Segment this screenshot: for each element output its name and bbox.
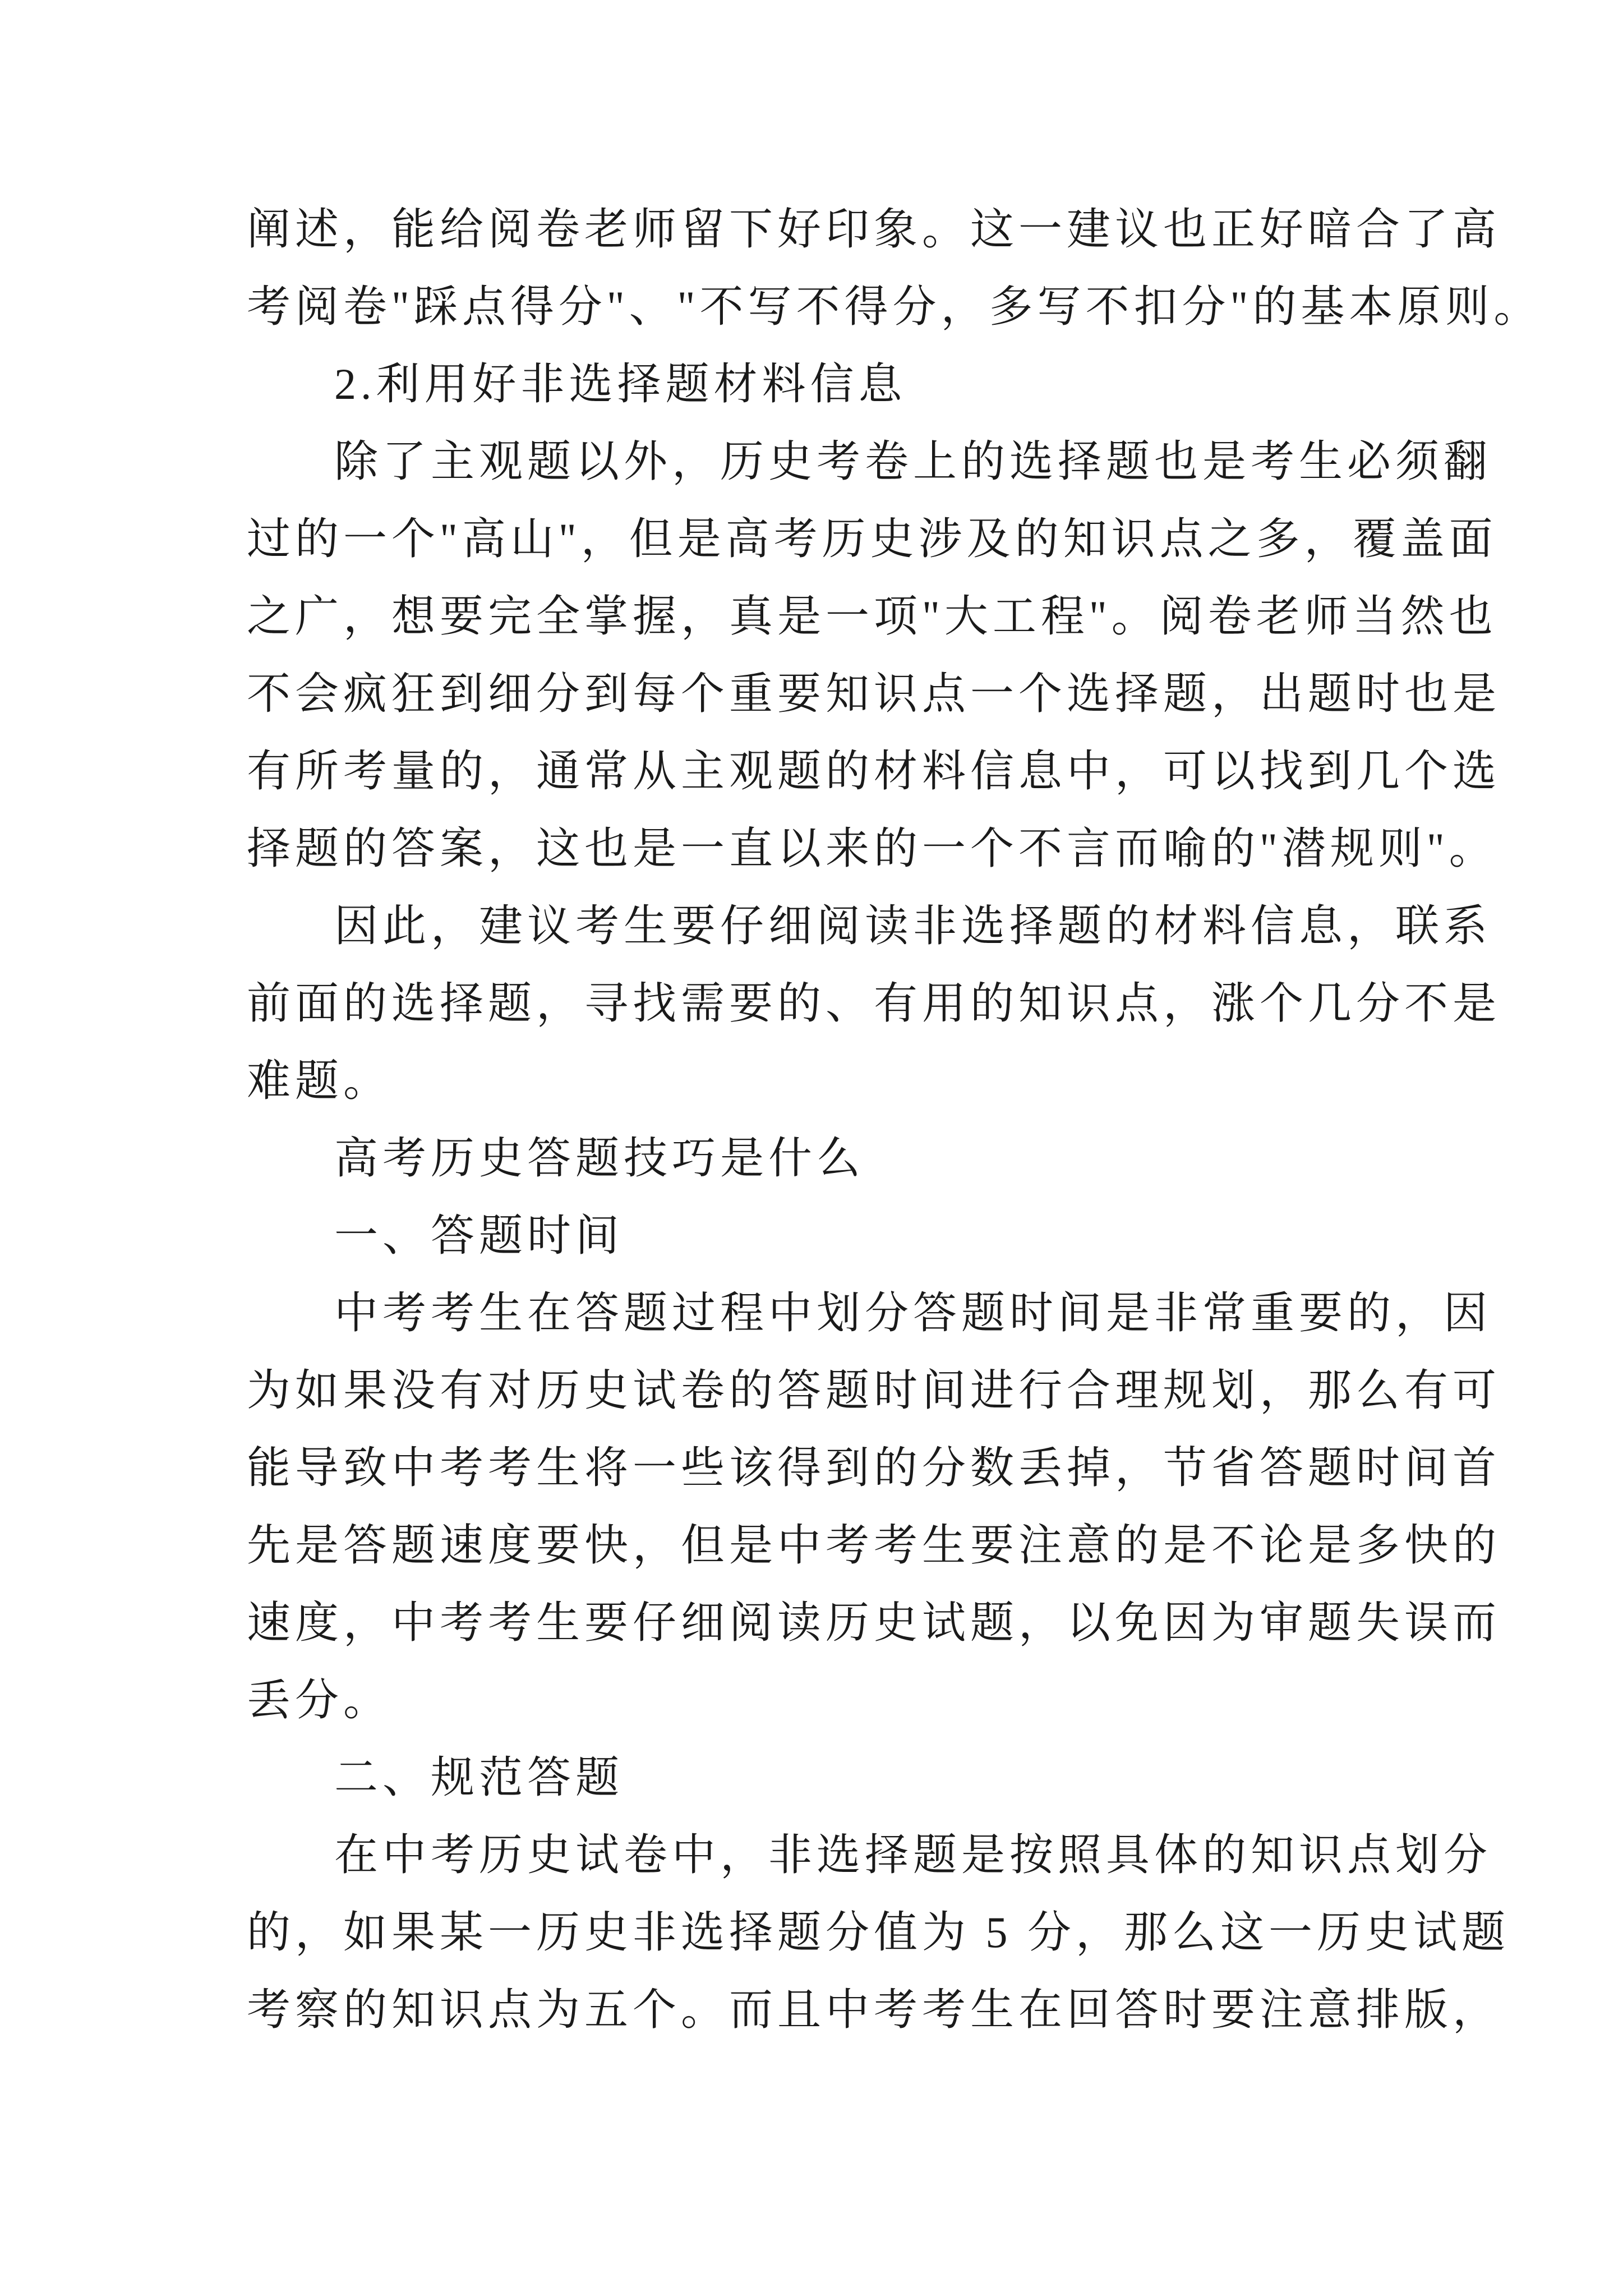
text-line: 因此，建议考生要仔细阅读非选择题的材料信息，联系 <box>334 901 1492 950</box>
document-body <box>247 191 1542 2049</box>
text-line: 二、规范答题 <box>334 1753 624 1802</box>
text-line: 有所考量的，通常从主观题的材料信息中，可以找到几个选 <box>247 747 1501 795</box>
text-line: 丢分。 <box>247 1676 392 1724</box>
section-title <box>247 1120 1385 1197</box>
text-line: 为如果没有对历史试卷的答题时间进行合理规划，那么有可 <box>247 1366 1501 1415</box>
text-line: 过的一个"高山"，但是高考历史涉及的知识点之多，覆盖面 <box>247 514 1497 563</box>
text-line: 的，如果某一历史非选择题分值为 5 分，那么这一历史试题 <box>247 1908 1510 1957</box>
text-line: 择题的答案，这也是一直以来的一个不言而喻的"潜规则"。 <box>247 824 1497 873</box>
text-line: 2.利用好非选择题材料信息 <box>334 360 907 408</box>
text-line: 高考历史答题技巧是什么 <box>334 1134 865 1182</box>
text-line: 先是答题速度要快，但是中考考生要注意的是不论是多快的 <box>247 1521 1501 1570</box>
text-line: 在中考历史试卷中，非选择题是按照具体的知识点划分 <box>334 1830 1492 1879</box>
text-line: 能导致中考考生将一些该得到的分数丢掉，节省答题时间首 <box>247 1443 1501 1492</box>
paragraph <box>247 887 1501 1120</box>
section-heading <box>247 1197 1385 1274</box>
text-line: 除了主观题以外，历史考卷上的选择题也是考生必须翻 <box>334 437 1492 486</box>
section-heading <box>247 346 1385 423</box>
text-line: 考察的知识点为五个。而且中考考生在回答时要注意排版， <box>247 1985 1501 2034</box>
text-line: 前面的选择题，寻找需要的、有用的知识点，涨个几分不是 <box>247 979 1501 1028</box>
text-line: 之广，想要完全掌握，真是一项"大工程"。阅卷老师当然也 <box>247 592 1497 641</box>
text-line: 难题。 <box>247 1056 392 1105</box>
paragraph <box>247 423 1501 887</box>
section-heading <box>247 1739 1385 1816</box>
text-line: 中考考生在答题过程中划分答题时间是非常重要的，因 <box>334 1289 1492 1337</box>
text-line: 一、答题时间 <box>334 1211 624 1260</box>
text-line: 阐述，能给阅卷老师留下好印象。这一建议也正好暗合了高 <box>247 205 1501 254</box>
paragraph <box>247 191 1542 346</box>
text-line: 考阅卷"踩点得分"、"不写不得分，多写不扣分"的基本原则。 <box>247 282 1542 331</box>
paragraph <box>247 1274 1501 1739</box>
paragraph <box>247 1816 1510 2049</box>
text-line: 不会疯狂到细分到每个重要知识点一个选择题，出题时也是 <box>247 669 1501 718</box>
text-line: 速度，中考考生要仔细阅读历史试题，以免因为审题失误而 <box>247 1598 1501 1647</box>
